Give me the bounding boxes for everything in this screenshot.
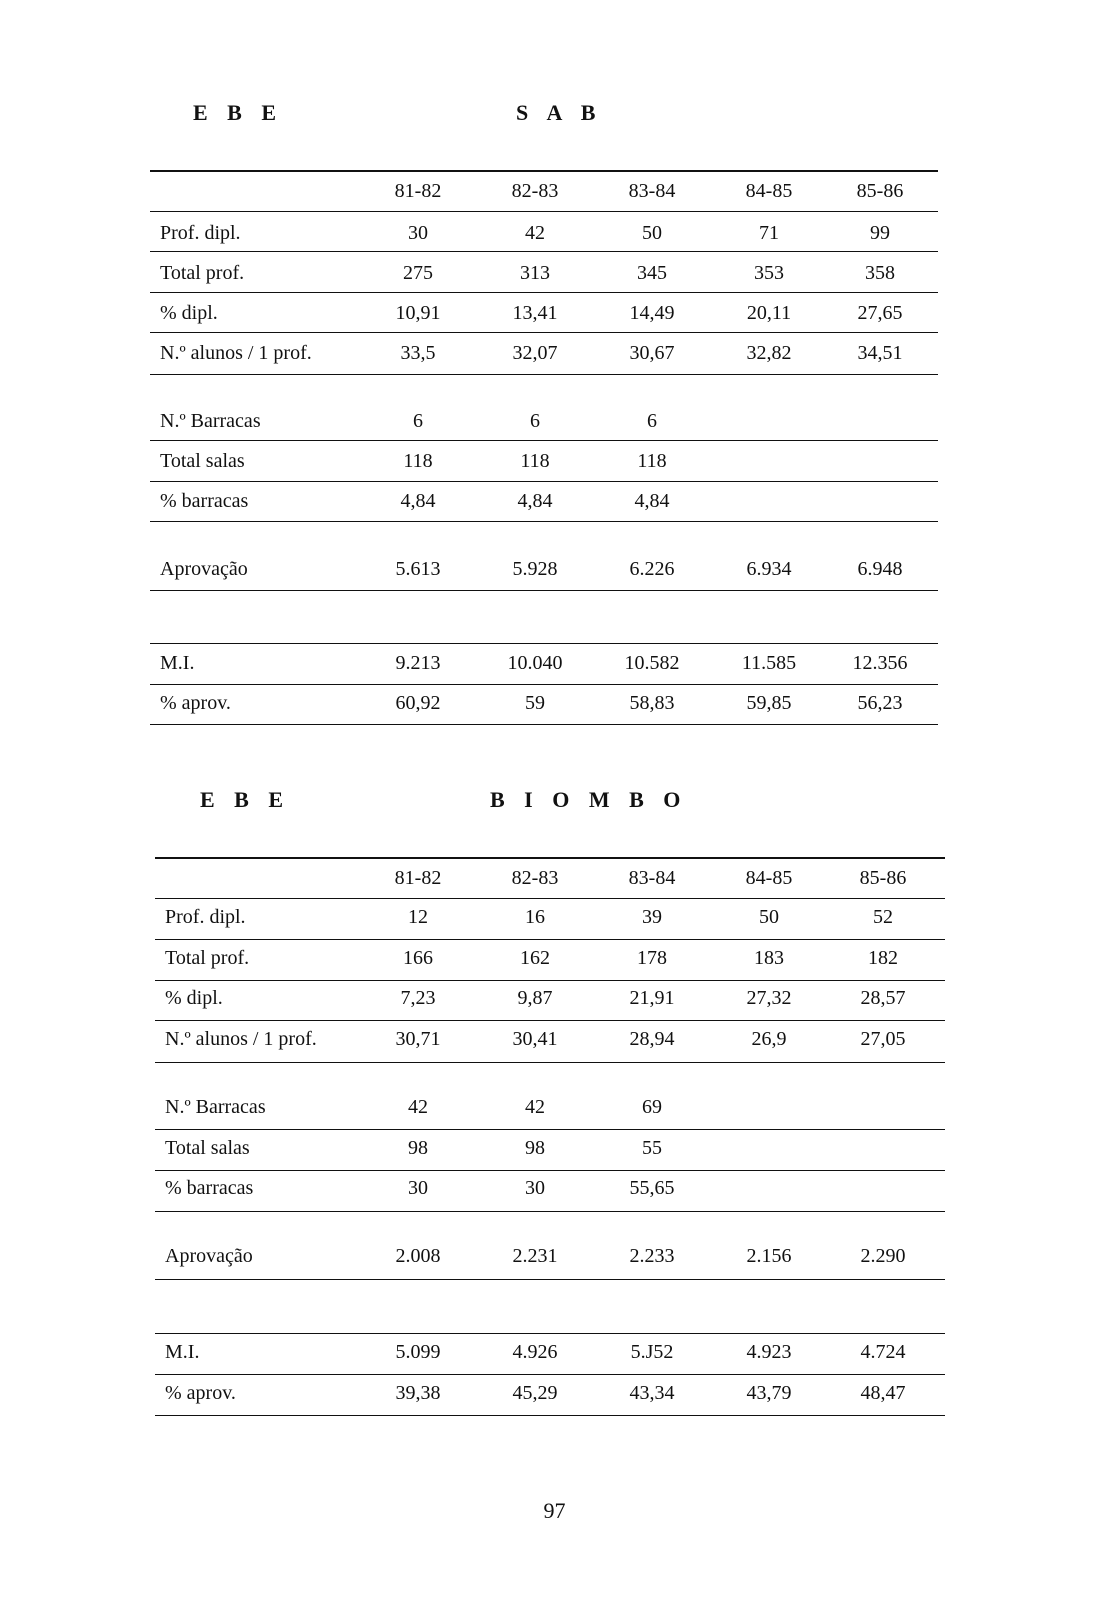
data-table (155, 0, 945, 1600)
table-rule (155, 1333, 945, 1334)
table-cell: 27,65 (857, 302, 903, 324)
table-cell: 2.156 (746, 1245, 792, 1267)
table-cell: 2.008 (395, 1245, 441, 1267)
table-cell: 16 (525, 906, 545, 928)
table-cell: 33,5 (400, 342, 436, 364)
table-cell: 43,34 (629, 1382, 675, 1404)
table-rule (155, 1020, 945, 1021)
table-cell: 6 (647, 410, 657, 432)
table-cell: 27,05 (860, 1028, 906, 1050)
table-cell: 9,87 (517, 987, 553, 1009)
table-row (155, 1242, 945, 1270)
row-label: Total prof. (160, 262, 245, 284)
table-cell: 12.356 (852, 652, 908, 674)
table-cell: 58,83 (629, 692, 675, 714)
column-header: 83-84 (628, 867, 676, 889)
table-row (155, 1093, 945, 1121)
table-row (155, 903, 945, 931)
row-label: Prof. dipl. (165, 906, 246, 928)
table-cell: 48,47 (860, 1382, 906, 1404)
table-cell: 32,07 (512, 342, 558, 364)
table-cell: 50 (759, 906, 779, 928)
table-cell: 4.923 (746, 1341, 792, 1363)
table-cell: 59 (525, 692, 545, 714)
table-cell: 98 (408, 1137, 428, 1159)
table-cell: 7,23 (400, 987, 436, 1009)
table-cell: 2.231 (512, 1245, 558, 1267)
table-cell: 60,92 (395, 692, 441, 714)
table-cell: 4,84 (517, 490, 553, 512)
table-cell: 39 (642, 906, 662, 928)
table-cell: 358 (865, 262, 895, 284)
table-cell: 183 (754, 947, 784, 969)
table-cell: 162 (520, 947, 550, 969)
table-cell: 5.928 (512, 558, 558, 580)
table-rule (155, 1129, 945, 1130)
column-header: 82-83 (511, 867, 559, 889)
row-label: % aprov. (160, 692, 231, 714)
table-cell: 6.226 (629, 558, 675, 580)
table-cell: 5.613 (395, 558, 441, 580)
table-row (155, 1338, 945, 1366)
table-cell: 42 (408, 1096, 428, 1118)
table-cell: 28,57 (860, 987, 906, 1009)
table-cell: 69 (642, 1096, 662, 1118)
table-cell: 30 (408, 222, 428, 244)
table-row (155, 1174, 945, 1202)
table-cell: 10,91 (395, 302, 441, 324)
table-cell: 10.040 (507, 652, 563, 674)
table-cell: 118 (520, 450, 550, 472)
table-cell: 42 (525, 1096, 545, 1118)
row-label: N.º Barracas (165, 1096, 266, 1118)
row-label: % dipl. (160, 302, 218, 324)
table-rule (155, 857, 945, 859)
section-title-right: S A B (516, 100, 603, 125)
table-cell: 99 (870, 222, 890, 244)
table-cell: 26,9 (751, 1028, 787, 1050)
table-row (155, 1379, 945, 1407)
column-header: 81-82 (394, 180, 442, 202)
section-title-left: E B E (193, 100, 284, 125)
table-rule (155, 898, 945, 899)
row-label: Total salas (165, 1137, 250, 1159)
page-number: 97 (543, 1498, 566, 1523)
row-label: N.º Barracas (160, 410, 261, 432)
table-row (155, 944, 945, 972)
column-header: 83-84 (628, 180, 676, 202)
table-cell: 2.290 (860, 1245, 906, 1267)
row-label: M.I. (165, 1341, 200, 1363)
row-label: Prof. dipl. (160, 222, 241, 244)
table-cell: 45,29 (512, 1382, 558, 1404)
column-header: 84-85 (745, 867, 793, 889)
table-cell: 52 (873, 906, 893, 928)
table-rule (155, 980, 945, 981)
section-title-left: E B E (200, 787, 291, 812)
table-cell: 30,71 (395, 1028, 441, 1050)
table-cell: 6.934 (746, 558, 792, 580)
table-row (155, 984, 945, 1012)
column-header: 81-82 (394, 867, 442, 889)
table-cell: 13,41 (512, 302, 558, 324)
table-cell: 118 (403, 450, 433, 472)
column-header: 84-85 (745, 180, 793, 202)
table-cell: 6.948 (857, 558, 903, 580)
table-cell: 30 (525, 1177, 545, 1199)
table-cell: 55,65 (629, 1177, 675, 1199)
table-cell: 353 (754, 262, 784, 284)
table-cell: 6 (530, 410, 540, 432)
table-cell: 21,91 (629, 987, 675, 1009)
row-label: Aprovação (165, 1245, 253, 1267)
table-rule (155, 939, 945, 940)
table-cell: 5.J52 (630, 1341, 674, 1363)
table-cell: 166 (403, 947, 433, 969)
row-label: M.I. (160, 652, 195, 674)
table-cell: 34,51 (857, 342, 903, 364)
table-cell: 28,94 (629, 1028, 675, 1050)
table-cell: 9.213 (395, 652, 441, 674)
row-label: % dipl. (165, 987, 223, 1009)
table-cell: 55 (642, 1137, 662, 1159)
table-rule (155, 1170, 945, 1171)
table-cell: 27,32 (746, 987, 792, 1009)
table-cell: 10.582 (624, 652, 680, 674)
column-header: 85-86 (856, 180, 904, 202)
table-cell: 5.099 (395, 1341, 441, 1363)
table-cell: 4,84 (400, 490, 436, 512)
table-cell: 32,82 (746, 342, 792, 364)
table-cell: 4.926 (512, 1341, 558, 1363)
column-header: 82-83 (511, 180, 559, 202)
table-row (155, 1025, 945, 1053)
table-cell: 43,79 (746, 1382, 792, 1404)
table-cell: 20,11 (746, 302, 792, 324)
table-cell: 14,49 (629, 302, 675, 324)
table-cell: 6 (413, 410, 423, 432)
table-cell: 30 (408, 1177, 428, 1199)
row-label: N.º alunos / 1 prof. (165, 1028, 317, 1050)
table-cell: 98 (525, 1137, 545, 1159)
table-cell: 71 (759, 222, 779, 244)
table-header-row (155, 864, 945, 892)
table-rule (155, 1415, 945, 1416)
table-cell: 39,38 (395, 1382, 441, 1404)
table-cell: 12 (408, 906, 428, 928)
table-cell: 4.724 (860, 1341, 906, 1363)
table-cell: 50 (642, 222, 662, 244)
row-label: % barracas (165, 1177, 254, 1199)
table-cell: 11.585 (741, 652, 797, 674)
table-cell: 275 (403, 262, 433, 284)
table-cell: 42 (525, 222, 545, 244)
table-cell: 56,23 (857, 692, 903, 714)
table-row (155, 1134, 945, 1162)
table-cell: 345 (637, 262, 667, 284)
row-label: Total salas (160, 450, 245, 472)
row-label: % aprov. (165, 1382, 236, 1404)
table-rule (155, 1374, 945, 1375)
table-cell: 59,85 (746, 692, 792, 714)
row-label: % barracas (160, 490, 249, 512)
table-rule (155, 1211, 945, 1212)
row-label: N.º alunos / 1 prof. (160, 342, 312, 364)
section-title-right: B I O M B O (490, 787, 688, 812)
row-label: Total prof. (165, 947, 250, 969)
table-cell: 30,41 (512, 1028, 558, 1050)
row-label: Aprovação (160, 558, 248, 580)
table-cell: 2.233 (629, 1245, 675, 1267)
table-cell: 30,67 (629, 342, 675, 364)
table-cell: 313 (520, 262, 550, 284)
table-rule (155, 1062, 945, 1063)
table-cell: 178 (637, 947, 667, 969)
table-rule (155, 1279, 945, 1280)
column-header: 85-86 (859, 867, 907, 889)
table-cell: 118 (637, 450, 667, 472)
table-cell: 182 (868, 947, 898, 969)
table-cell: 4,84 (634, 490, 670, 512)
